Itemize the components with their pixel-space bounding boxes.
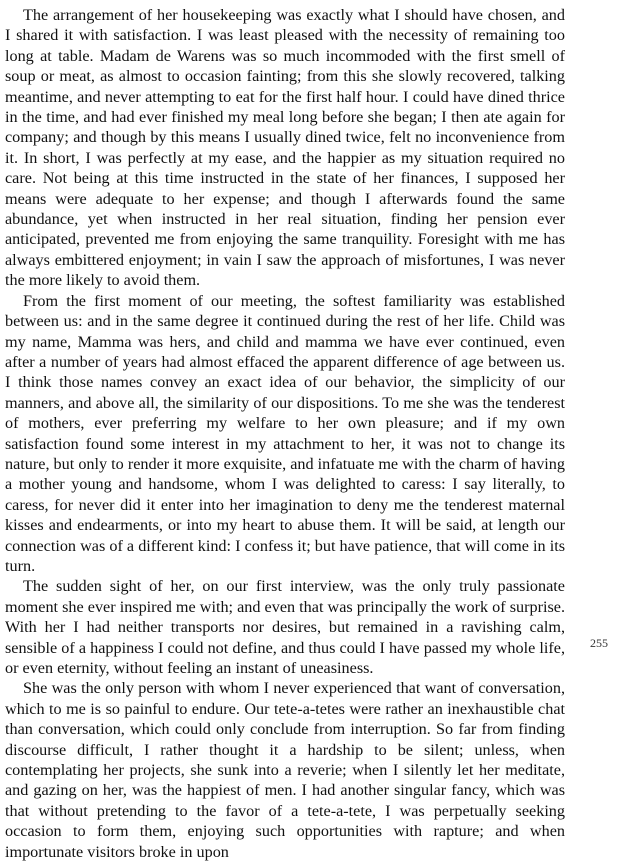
paragraph-first-interview: The sudden sight of her, on our first interview, was the only truly passionate moment she ever inspired me with; and even that was principally the work of surprise. With her I had neither transports nor desires, but remained in a ravishing calm, sensible of a happiness I could not define, and thus could I have passed my whole life, or even eternity, without feeling an instant of uneasiness. xyxy=(5,577,565,677)
page-number: 255 xyxy=(590,636,608,650)
paragraph-housekeeping: The arrangement of her housekeeping was exactly what I should have chosen, and I shared it with satisfaction. I was least pleased with the necessity of remaining too long at table. Madam de Warens was so much incommoded with the first smell of soup or meat, as almost to occasion fainting; from this she slowly recovered, talking meantime, and never attempting to eat for the first half hour. I could have dined thrice in the time, and had ever finished my meal long before she began; I then ate again for company; and though by this means I usually dined twice, felt no inconvenience from it. In short, I was perfectly at my ease, and the happier as my situation required no care. Not being at this time instructed in the state of her finances, I supposed her means were adequate to her expense; and though I afterwards found the same abundance, yet when instructed in her real situation, finding her pension ever anticipated, prevented me from enjoying the same tranquility. Foresight with me has always embittered enjoyment; in vain I saw the approach of misfortunes, I was never the more likely to avoid them. xyxy=(5,6,565,290)
paragraph-conversation: She was the only person with whom I never experienced that want of conversation, which to me is so painful to endure. Our tete-a-tetes were rather an inexhaustible chat than conversation, which could only conclude from interruption. So far from finding discourse difficult, I rather thought it a hardship to be silent; unless, when contemplating her projects, she sunk into a reverie; when I silently let her meditate, and gazing on her, was the happiest of men. I had another singular fancy, which was that without pretending to the favor of a tete-a-tete, I was perpetually seeking occasion to form them, enjoying such opportunities with rapture; and when importunate visitors broke in upon xyxy=(5,679,565,861)
paragraph-familiarity: From the first moment of our meeting, the softest familiarity was established between us: and in the same degree it continued during the rest of her life. Child was my name, Mamma was hers, and child and mamma we have ever continued, even after a number of years had almost effaced the apparent difference of age between us. I think those names convey an exact idea of our behavior, the simplicity of our manners, and above all, the similarity of our dispositions. To me she was the tenderest of mothers, ever preferring my welfare to her own pleasure; and if my own satisfaction found some interest in my attachment to her, it was not to change its nature, but only to render it more exquisite, and infatuate me with the charm of having a mother young and handsome, whom I was delighted to caress: I say literally, to caress, for never did it enter into her imagination to deny me the tenderest maternal kisses and endearments, or into my heart to abuse them. It will be said, at length our connection was of a different kind: I confess it; but have patience, that will come in its turn. xyxy=(5,291,565,575)
document-page xyxy=(5,5,565,862)
